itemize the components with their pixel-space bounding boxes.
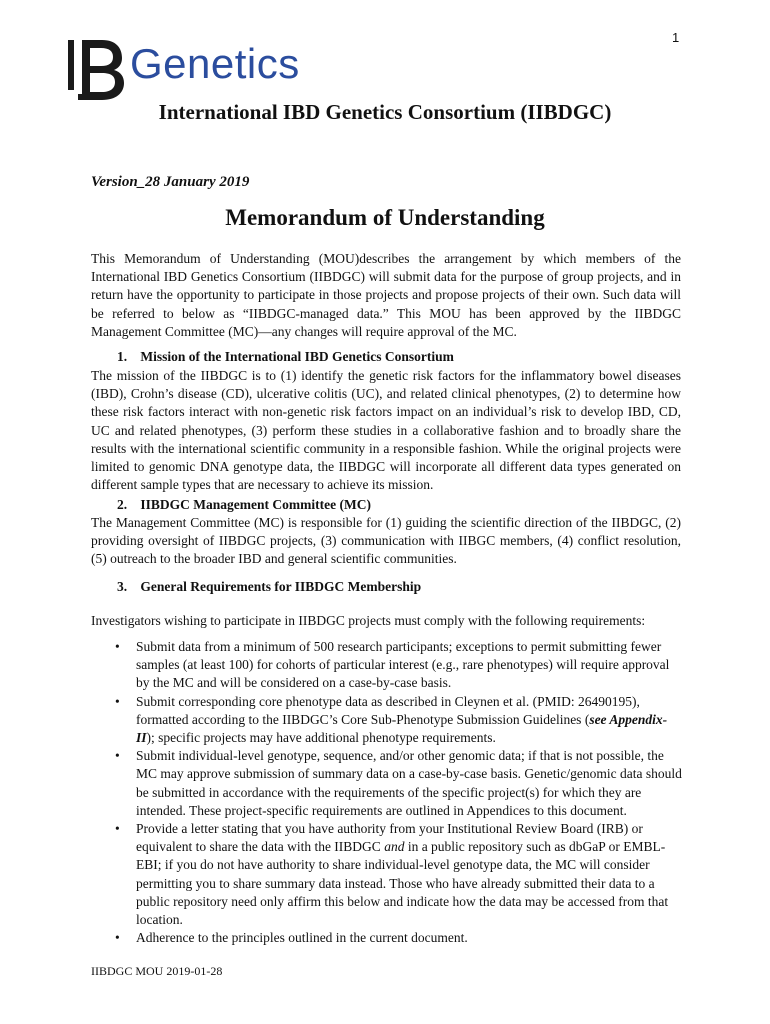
ibd-genetics-logo: [64, 36, 314, 102]
requirement-emphasis: and: [384, 839, 405, 855]
section-heading-text: General Requirements for IIBDGC Membership: [140, 579, 422, 594]
page-footer: IIBDGC MOU 2019-01-28: [91, 964, 223, 978]
section-heading-text: Mission of the International IBD Genetics Consortium: [140, 349, 454, 364]
bullet-icon: •: [115, 930, 120, 946]
intro-paragraph: This Memorandum of Understanding (MOU)describes the arrangement by which members of the International IBD Genetics Consortium (IIBDGC) will submit data for the purpose of group projects, and in return have the opportunity to participate in those projects and propose projects of their own. Such data will be referred to below as “IIBDGC-managed data.” This MOU has been approved by the IIBDGC Management Committee (MC)—any changes will require approval of the MC.: [91, 251, 681, 339]
bullet-icon: •: [115, 821, 120, 837]
section-body-management-committee: The Management Committee (MC) is responsible for (1) guiding the scientific direction of the IIBDGC, (2) providing oversight of IIBDGC projects, (3) communication with IIBGC members, (4) conflict resolution, (5) outreach to the broader IBD and general scientific communities.: [91, 515, 681, 567]
section-heading-requirements: [117, 579, 421, 595]
list-item: [91, 747, 683, 820]
section-number: 3.: [117, 579, 128, 594]
bullet-icon: •: [115, 748, 120, 764]
logo-wordmark: Genetics: [130, 40, 300, 87]
section-heading-mission: [117, 349, 454, 365]
requirement-text: Provide a letter stating that you have authority from your Institutional Review Board (IRB) or equivalent to share the data with the IIBDGC: [136, 821, 643, 855]
requirement-text-continued: ); specific projects may have additional phenotype requirements.: [146, 730, 496, 746]
list-item: [91, 693, 683, 748]
requirement-text: Adherence to the principles outlined in the current document.: [136, 930, 468, 946]
section-heading-text: IIBDGC Management Committee (MC): [140, 497, 371, 512]
section-body-requirements: Investigators wishing to participate in IIBDGC projects must comply with the following requirements:: [91, 613, 646, 628]
list-item: [91, 820, 683, 929]
requirement-text: Submit individual-level genotype, sequence, and/or other genomic data; if that is not possible, the MC may approve submission of summary data on a case-by-case basis. Genetic/genomic data should be submitted in accordance with the requirements of the specific project(s) for which they are intended. These project-specific requirements are outlined in Appendices to this document.: [136, 748, 682, 818]
requirement-text: Submit corresponding core phenotype data as described in Cleynen et al. (PMID: 26490195), formatted according to the IIBDGC’s Core Sub-Phenotype Submission Guidelines (: [136, 693, 640, 727]
requirements-list: [91, 638, 683, 947]
requirement-text: Submit data from a minimum of 500 research participants; exceptions to permit submitting fewer samples (at least 100) for cohorts of particular interest (e.g., rare phenotypes) will require approval by the MC and will be considered on a case-by-case basis.: [136, 639, 670, 691]
section-number: 1.: [117, 349, 128, 364]
page-number: 1: [672, 30, 680, 45]
ibd-logo-mark-icon: [64, 36, 128, 102]
document-title: Memorandum of Understanding: [225, 205, 545, 230]
requirement-emphasis: see Appendix-II: [136, 711, 668, 746]
section-body-mission: The mission of the IIBDGC is to (1) identify the genetic risk factors for the inflammatory bowel diseases (IBD), Crohn’s disease (CD), ulcerative colitis (UC), and related clinical phenotypes, (2) to determine how these risk factors interact with non-genetic risk factors impact on an individual’s risk to develop IBD, CD, UC and related phenotypes, (3) perform these studies in a collaborative fashion and to broadly share the results with the international scientific community in a responsible fashion. While the original projects were limited to genomic DNA genotype data, the IIBDGC will incorporate all different data types generated on different sample types that are necessary to achieve its mission.: [91, 368, 681, 493]
consortium-title: International IBD Genetics Consortium (IIBDGC): [158, 100, 612, 124]
requirement-text-continued: in a public repository such as dbGaP or EMBL-EBI; if you do not have authority to share individual-level genotype data, the MC will consider permitting you to share summary data instead. Those who have already submitted their data to a public repository need only affirm this below and indicate how the data may be accessed from that location.: [136, 839, 669, 928]
section-heading-management-committee: [117, 497, 371, 513]
bullet-icon: •: [115, 693, 120, 709]
section-number: 2.: [117, 497, 128, 512]
bullet-icon: •: [115, 639, 120, 654]
list-item: [91, 929, 683, 947]
list-item: [91, 638, 683, 693]
version-label: Version_28 January 2019: [91, 174, 250, 190]
